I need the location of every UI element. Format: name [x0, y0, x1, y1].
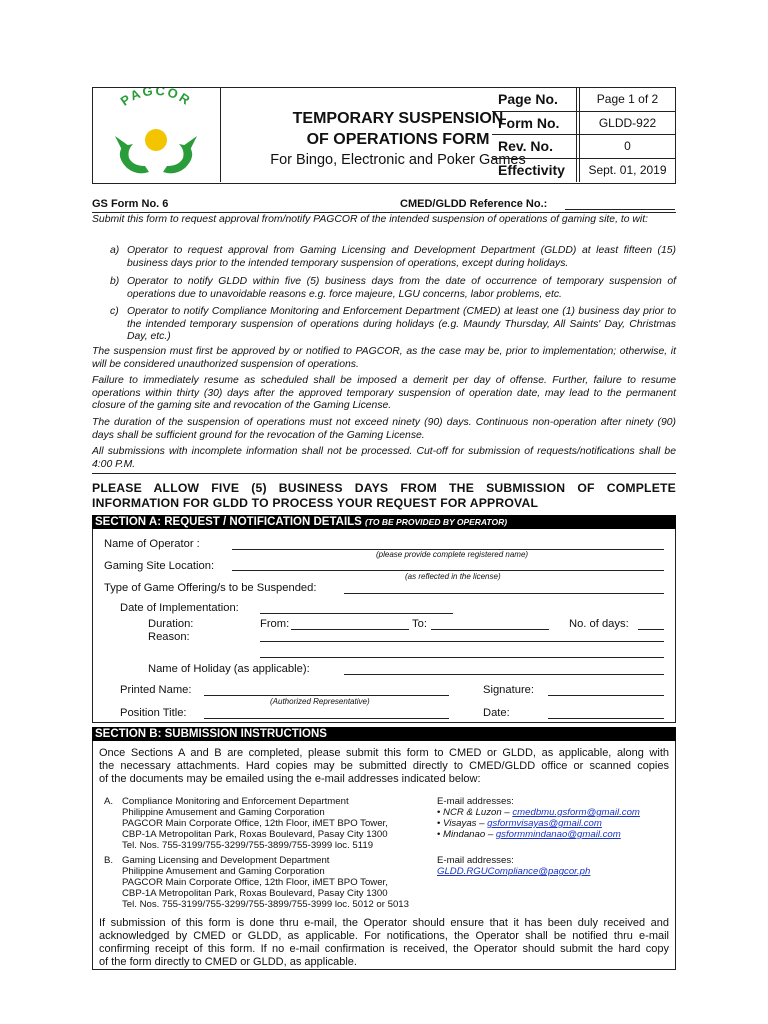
meta-row-rev: [492, 135, 675, 159]
item-a-text: Operator to request approval from Gaming Licensing and Development Department (GLDD) at least fifteen (15) business days prior to the intended temporary suspension of operations, except during holidays.: [127, 245, 676, 269]
date-field[interactable]: [548, 718, 664, 719]
address-b-line-1: Gaming Licensing and Development Department: [122, 855, 330, 866]
item-b-mark: b): [110, 276, 120, 287]
label-date: Date:: [483, 707, 510, 719]
address-a-mark: A.: [104, 796, 114, 807]
notice-line-2: INFORMATION FOR GLDD TO PROCESS YOUR REQUEST FOR APPROVAL: [92, 496, 539, 510]
label-printed-name: Printed Name:: [120, 684, 192, 696]
meta-value: GLDD-922: [598, 115, 657, 130]
paragraph-approval: The suspension must first be approved by or notified to PAGCOR, as the case may be, prior to implementation; otherwise, it will be considered unauthorized suspension of operations.: [92, 346, 676, 370]
address-a-line-5: Tel. Nos. 755-3199/755-3299/755-3899/755-3999 loc. 5119: [122, 840, 374, 851]
meta-table: [492, 88, 675, 182]
label-position-title: Position Title:: [120, 707, 187, 719]
label-name-of-operator: Name of Operator :: [104, 538, 200, 550]
paragraph-duration: The duration of the suspension of operations must not exceed ninety (90) days. Continuous non-operation after ninety (90) days shall be sufficient ground for the revocation of the Gaming License.: [92, 417, 676, 441]
closing-line-1: If submission of this form is done thru e-mail, the Operator should ensure that it has been duly received and: [99, 917, 669, 929]
closing-line-2: acknowledged by CMED or GLDD, as applicable. For notifications, the Operator shall be notified thru e-mail: [99, 930, 669, 942]
meta-value: Page 1 of 2: [596, 92, 659, 106]
form-title-line-2: OF OPERATIONS FORM: [306, 131, 490, 148]
address-b-line-2: Philippine Amusement and Gaming Corporation: [122, 866, 325, 877]
notice-line-1: PLEASE ALLOW FIVE (5) BUSINESS DAYS FROM THE SUBMISSION OF COMPLETE: [92, 481, 676, 495]
label-to: To:: [412, 618, 427, 630]
item-c-mark: c): [110, 306, 119, 317]
divider: [92, 473, 676, 474]
section-b-header: SECTION B: SUBMISSION INSTRUCTIONS: [92, 727, 676, 741]
pagcor-logo: [93, 88, 220, 182]
address-a-line-1: Compliance Monitoring and Enforcement Department: [122, 796, 349, 807]
address-a-line-4: CBP-1A Metropolitan Park, Roxas Boulevard, Pasay City 1300: [122, 829, 388, 840]
meta-label: Rev. No.: [492, 135, 580, 158]
label-gaming-site: Gaming Site Location:: [104, 560, 215, 572]
reference-label: CMED/GLDD Reference No.:: [400, 198, 548, 210]
label-signature: Signature:: [483, 684, 534, 696]
address-b-line-3: PAGCOR Main Corporate Office, 12th Floor, iMET BPO Tower,: [122, 877, 388, 888]
paragraph-failure: Failure to immediately resume as scheduled shall be imposed a demerit per day of offense. Further, failure to resume operations within thirty (30) days after the approved temporary suspension of operation date, may lead to the permanent closure of the gaming site and revocation of the Gaming License.: [92, 375, 676, 411]
email-row-visayas: • Visayas – gsformvisayas@gmail.com: [437, 818, 602, 829]
address-b-mark: B.: [104, 855, 114, 866]
email-row-mindanao: • Mindanao – gsformmindanao@gmail.com: [437, 829, 621, 840]
position-title-field[interactable]: [204, 718, 449, 719]
to-field[interactable]: [431, 629, 549, 630]
meta-row-effectivity: [492, 159, 675, 183]
paragraph-incomplete: All submissions with incomplete information shall not be processed. Cut-off for submission of requests/notifications shall be 4:00 P.M.: [92, 446, 676, 470]
logo-text: PAGCOR: [117, 88, 195, 109]
email-link-visayas[interactable]: gsformvisayas@gmail.com: [487, 818, 602, 829]
label-game-type: Type of Game Offering/s to be Suspended:: [104, 582, 317, 594]
label-no-of-days: No. of days:: [569, 618, 629, 630]
gaming-site-hint: (as reflected in the license): [405, 572, 501, 581]
email-link-gldd[interactable]: GLDD.RGUCompliance@pagcor.ph: [437, 866, 591, 877]
meta-label: Effectivity: [492, 159, 580, 183]
address-a-line-2: Philippine Amusement and Gaming Corporation: [122, 807, 325, 818]
email-region: Visayas –: [443, 818, 488, 829]
intro-lead: Submit this form to request approval from/notify PAGCOR of the intended suspension of operations of gaming site, to wit:: [92, 214, 648, 225]
meta-row-page: [492, 88, 675, 112]
email-region: NCR & Luzon –: [443, 807, 513, 818]
reference-field[interactable]: [565, 209, 675, 210]
no-of-days-field[interactable]: [638, 629, 664, 630]
meta-label: Form No.: [492, 112, 580, 135]
email-link-mindanao[interactable]: gsformmindanao@gmail.com: [495, 829, 621, 840]
date-of-implementation-field[interactable]: [260, 613, 453, 614]
section-b-intro-2: the necessary attachments. Hard copies may be submitted directly to CMED/GLDD office or scanned copies: [99, 760, 669, 772]
section-b-intro-1: Once Sections A and B are completed, please submit this form to CMED or GLDD, as applicable, along with: [99, 747, 669, 759]
meta-value: 0: [624, 139, 631, 153]
address-b-line-5: Tel. Nos. 755-3199/755-3299/755-3899/755-3999 loc. 5012 or 5013: [122, 899, 409, 910]
reason-field-1[interactable]: [260, 641, 664, 642]
label-from: From:: [260, 618, 290, 630]
form-subtitle: For Bingo, Electronic and Poker Games: [270, 152, 526, 168]
email-label-b: E-mail addresses:: [437, 855, 514, 866]
logo-cell: [93, 88, 221, 182]
signature-field[interactable]: [548, 695, 664, 696]
form-title-line-1: TEMPORARY SUSPENSION: [292, 110, 504, 127]
operator-name-hint: (please provide complete registered name): [376, 550, 529, 559]
item-a-mark: a): [110, 245, 120, 256]
meta-row-form: [492, 112, 675, 136]
svg-text:PAGCOR: [118, 88, 195, 109]
gaming-site-field[interactable]: [232, 570, 664, 571]
meta-label: Page No.: [492, 88, 580, 111]
from-field[interactable]: [291, 629, 409, 630]
label-date-of-implementation: Date of Implementation:: [120, 602, 239, 614]
closing-line-4: of the form directly to CMED or GLDD, as applicable.: [99, 956, 357, 968]
address-b-line-4: CBP-1A Metropolitan Park, Roxas Boulevard, Pasay City 1300: [122, 888, 388, 899]
holiday-field[interactable]: [344, 674, 664, 675]
divider: [92, 212, 676, 213]
email-row-ncr: • NCR & Luzon – cmedbmu.gsform@gmail.com: [437, 807, 640, 818]
section-a-title: SECTION A: REQUEST / NOTIFICATION DETAILS: [95, 516, 366, 528]
meta-value: Sept. 01, 2019: [588, 162, 667, 177]
gs-form-number: GS Form No. 6: [92, 198, 169, 210]
reason-field-2[interactable]: [260, 657, 664, 658]
section-a-hint: (TO BE PROVIDED BY OPERATOR): [365, 517, 508, 527]
label-holiday: Name of Holiday (as applicable):: [148, 663, 310, 675]
section-a-header: [92, 515, 676, 529]
address-a-line-3: PAGCOR Main Corporate Office, 12th Floor, iMET BPO Tower,: [122, 818, 388, 829]
item-c-text: Operator to notify Compliance Monitoring and Enforcement Department (CMED) at least one (1) business day prior to the intended temporary suspension of operations during holidays (e.g. Maundy Thursday, All Saints' Day, Christmas Day, etc.): [127, 306, 676, 342]
item-b-text: Operator to notify GLDD within five (5) business days from the date of occurrence of temporary suspension of operations due to unavoidable reasons e.g. force majeure, LGU concerns, labor problems, etc.: [127, 276, 676, 300]
email-link-ncr[interactable]: cmedbmu.gsform@gmail.com: [512, 807, 640, 818]
section-b-intro-3: of the documents may be emailed using the e-mail addresses indicated below:: [99, 773, 481, 785]
email-label-a: E-mail addresses:: [437, 796, 514, 807]
printed-name-hint: (Authorized Representative): [270, 697, 370, 706]
printed-name-field[interactable]: [204, 695, 449, 696]
closing-line-3: confirming receipt of this form. If no e-mail confirmation is received, the Operator should submit the hard copy: [99, 943, 669, 955]
form-header: [92, 87, 676, 184]
game-type-field[interactable]: [344, 593, 664, 594]
label-reason: Reason:: [148, 631, 190, 643]
email-region: Mindanao –: [443, 829, 496, 840]
label-duration: Duration:: [148, 618, 194, 630]
